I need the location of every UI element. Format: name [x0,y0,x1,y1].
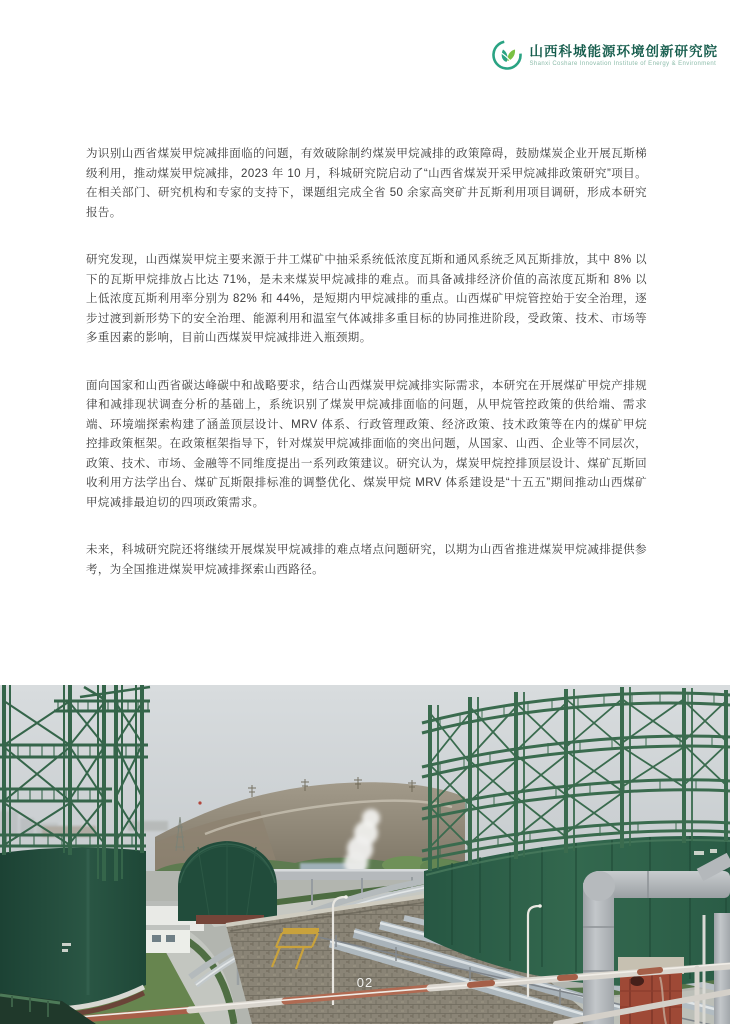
left-gasholder-tank [0,847,146,1015]
org-name-zh: 山西科城能源环境创新研究院 [529,43,718,59]
org-name-en: Shanxi Coshare Innovation Institute of Energy & Environment [529,60,717,67]
paragraph-4: 未来，科城研究院还将继续开展煤炭甲烷减排的难点堵点问题研究，以期为山西省推进煤炭甲烷减排提供参考，为全国推进煤炭甲烷减排探索山西路径。 [86,544,647,576]
paragraph-1: 为识别山西省煤炭甲烷减排面临的问题，有效破除制约煤炭甲烷减排的政策障碍，鼓励煤炭企业开展瓦斯梯级利用，推动煤炭甲烷减排，2023 年 10 月，科城研究院启动了“山西省煤炭开采甲烷减排政策研究”项目。在相关部门、研究机构和专家的支持下，课题组完成全省 50 余家高突矿井瓦斯利用项目调研，形成本研究报告。 [86,148,647,219]
page-number: 02 [356,975,374,990]
paragraph-3: 面向国家和山西省碳达峰碳中和战略要求，结合山西煤炭甲烷减排实际需求，本研究在开展煤矿甲烷产排规律和减排现状调查分析的基础上，系统识别了煤炭甲烷减排面临的问题，从甲烷管控政策的供给端、需求端、环境端探索构建了涵盖顶层设计、MRV 体系、行政管理政策、经济政策、技术政策等在内的煤矿甲烷控排政策框架。在政策框架指导下，针对煤炭甲烷减排面临的突出问题，从国家、山西、企业等不同层次，政策、技术、市场、金融等不同维度提出一系列政策建议。研究认为，煤炭甲烷控排顶层设计、煤矿瓦斯回收利用方法学出台、煤矿瓦斯限排标准的调整优化、煤炭甲烷 MRV 体系建设是“十五五”期间推动山西煤矿甲烷减排最迫切的四项政策需求。 [86,379,647,509]
paragraph-2: 研究发现，山西煤炭甲烷主要来源于井工煤矿中抽采系统低浓度瓦斯和通风系统乏风瓦斯排放，其中 8% 以下的瓦斯甲烷排放占比达 71%，是未来煤炭甲烷减排的难点。而具备减排经济价值的高浓度瓦斯和 8% 以上低浓度瓦斯利用率分别为 82% 和 44%，是短期内甲烷减排的重点。山西煤矿甲烷管控始于安全治理，逐步过渡到新形势下的安全治理、能源利用和温室气体减排多重目标的协同推进阶段，受政策、技术、市场等多重因素的影响，目前山西煤炭甲烷减排进入瓶颈期。 [86,254,647,344]
institute-logo-text [530,43,719,68]
site-photo-svg [0,685,730,1024]
document-body [86,145,647,608]
site-photo [0,685,730,1024]
header [491,37,719,73]
institute-logo-icon [491,39,523,71]
